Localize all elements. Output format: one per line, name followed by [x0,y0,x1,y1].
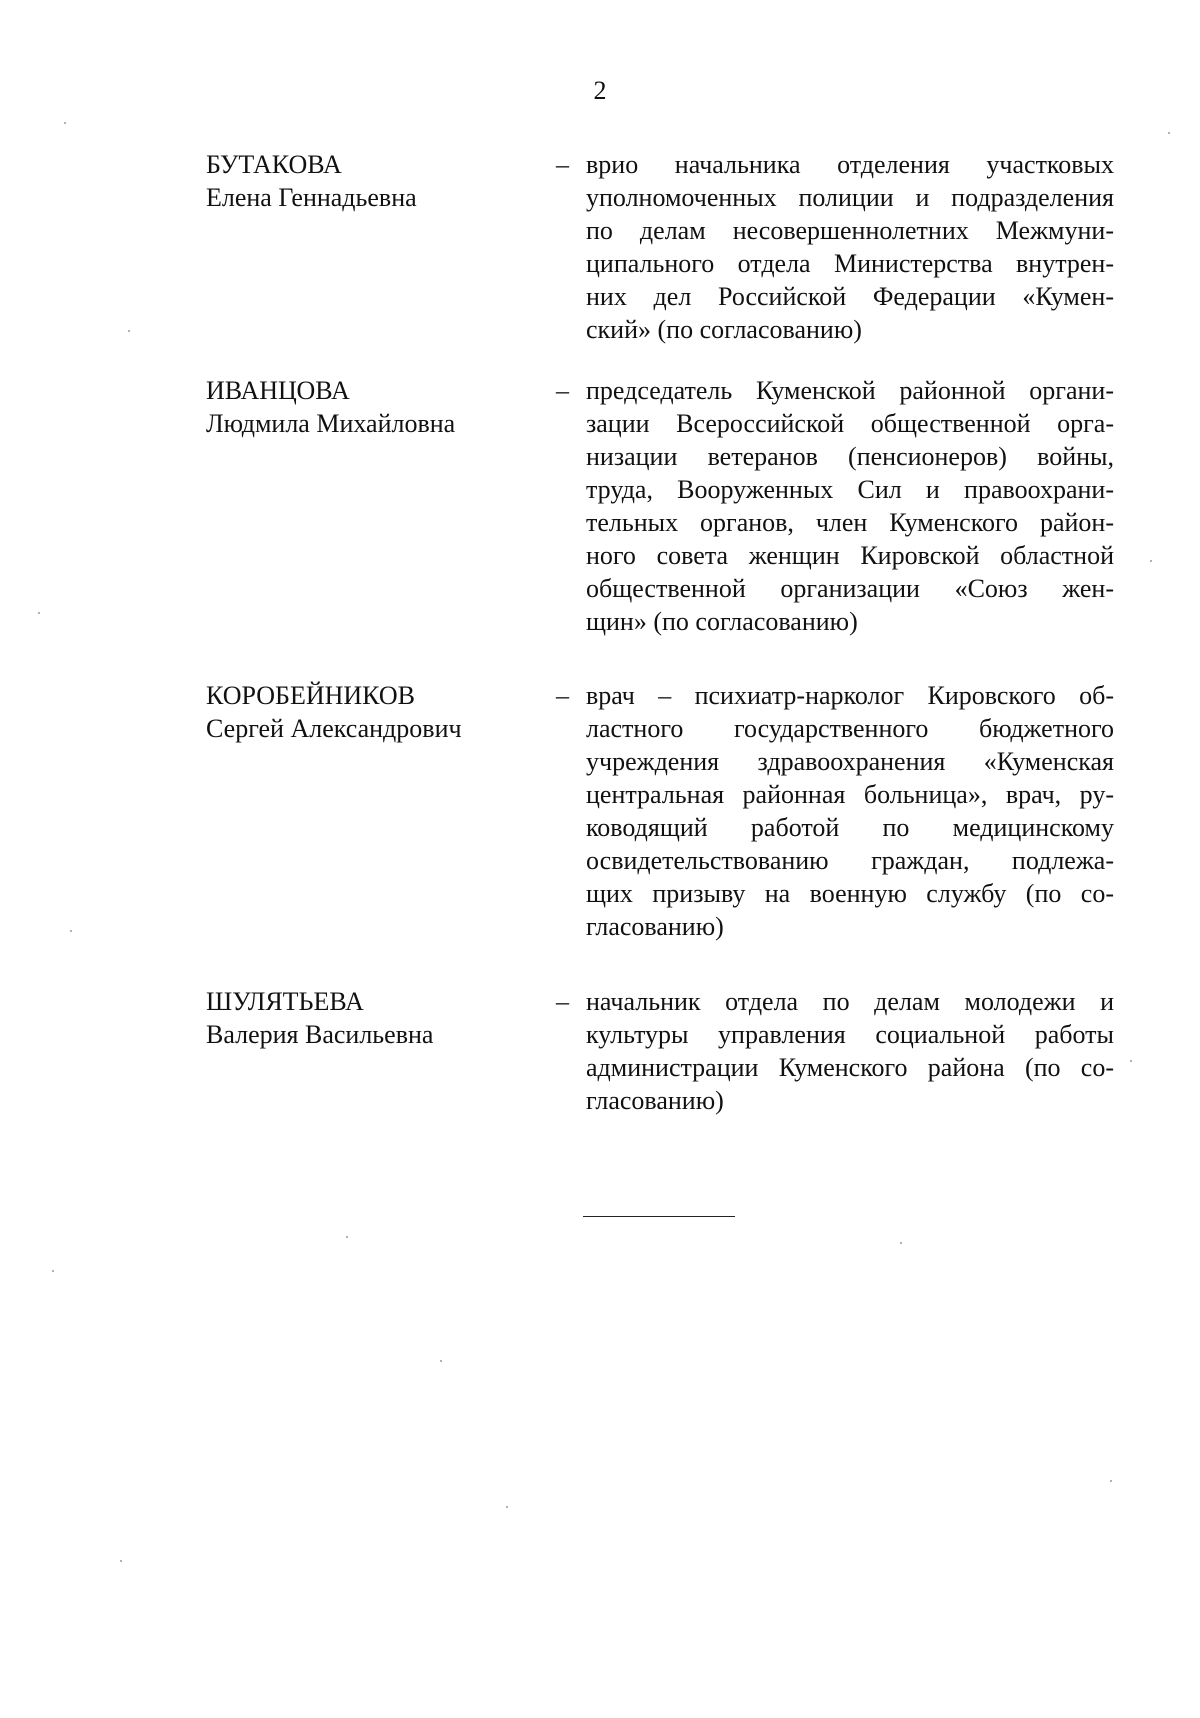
member-name [206,985,536,1051]
scan-speck [1150,560,1152,562]
member-dash: – [556,376,569,405]
page-number: 2 [593,76,607,105]
scan-speck [38,612,40,614]
role-line: гласованию) [586,912,724,941]
closing-rule [583,1216,735,1217]
member-surname: КОРОБЕЙНИКОВ [206,681,415,710]
scan-speck [52,1270,54,1272]
role-line: администрации Куменского района (по со- [586,1053,1114,1082]
member-surname: ШУЛЯТЬЕВА [206,987,364,1016]
member-name [206,679,536,745]
role-line: ководящий работой по медицинскому [586,813,1114,842]
role-line: ластного государственного бюджетного [586,714,1114,743]
scan-speck [346,1236,348,1238]
scan-speck [900,1242,902,1244]
member-given-names: Сергей Александрович [206,714,462,743]
member-role [586,679,1114,943]
role-line: них дел Российской Федерации «Кумен- [586,282,1114,311]
role-line: щин» (по согласованию) [586,607,858,636]
role-line: освидетельствованию граждан, подлежа- [586,846,1114,875]
scan-speck [1130,1060,1132,1062]
member-dash: – [556,987,569,1016]
role-line: тельных органов, член Куменского район- [586,508,1114,537]
role-line: культуры управления социальной работы [586,1020,1114,1049]
scan-speck [64,122,66,124]
role-line: ципального отдела Министерства внутрен- [586,249,1114,278]
role-line: труда, Вооруженных Сил и правоохрани- [586,475,1114,504]
scan-speck [70,930,72,932]
role-line: щих призыву на военную службу (по со- [586,879,1114,908]
role-line: председатель Куменской районной органи- [586,376,1114,405]
member-role [586,374,1114,638]
role-line: по делам несовершеннолетних Межмуни- [586,216,1114,245]
member-dash: – [556,150,569,179]
role-line: ного совета женщин Кировской областной [586,541,1114,570]
role-line: общественной организации «Союз жен- [586,574,1114,603]
scan-speck [128,330,130,332]
role-line: учреждения здравоохранения «Куменская [586,747,1114,776]
member-name [206,374,536,440]
role-line: низации ветеранов (пенсионеров) войны, [586,442,1114,471]
member-role [586,985,1114,1117]
role-line: уполномоченных полиции и подразделения [586,183,1114,212]
scan-speck [120,1560,122,1562]
role-line: зации Всероссийской общественной орга- [586,409,1114,438]
member-given-names: Елена Геннадьевна [206,183,417,212]
role-line: начальник отдела по делам молодежи и [586,987,1114,1016]
member-given-names: Людмила Михайловна [206,409,456,438]
scan-speck [1110,1480,1112,1482]
role-line: гласованию) [586,1086,724,1115]
member-role [586,148,1114,346]
member-name [206,148,536,214]
role-line: ский» (по согласованию) [586,315,862,344]
member-dash: – [556,681,569,710]
scan-speck [506,1506,508,1508]
scan-speck [1168,132,1170,134]
member-given-names: Валерия Васильевна [206,1020,434,1049]
scan-speck [440,1360,442,1362]
role-line: врач – психиатр-нарколог Кировского об- [586,681,1114,710]
member-surname: БУТАКОВА [206,150,342,179]
role-line: центральная районная больница», врач, ру- [586,780,1114,809]
role-line: врио начальника отделения участковых [586,150,1114,179]
member-surname: ИВАНЦОВА [206,376,350,405]
